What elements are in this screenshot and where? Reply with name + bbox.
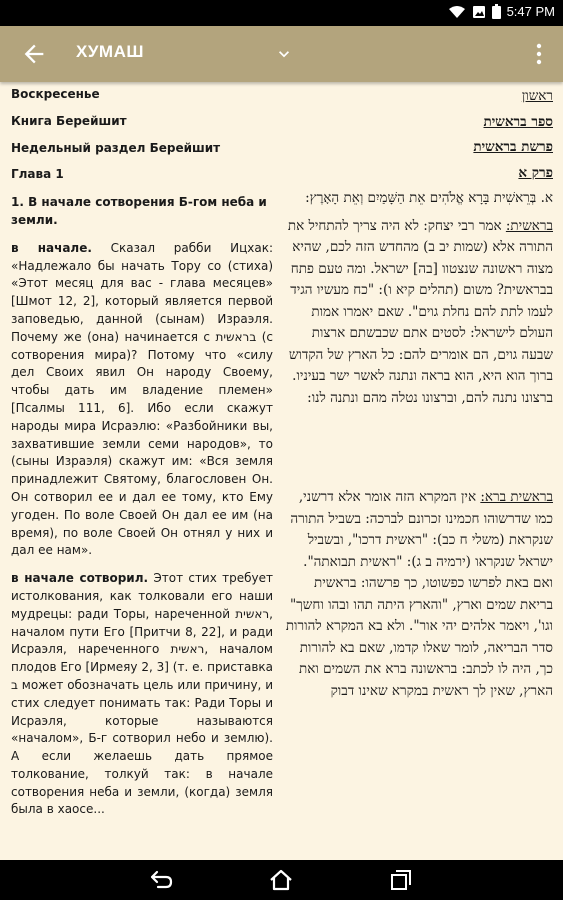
parsha-label: Недельный раздел Берейшит [11,140,221,155]
reading-pane[interactable] [0,82,563,860]
app-bar [0,26,563,82]
day-label: Воскресенье [11,87,100,101]
nav-back-icon[interactable] [148,868,174,892]
chapter-label: Глава 1 [11,167,64,182]
commentary-paragraph [11,570,273,819]
page-title: ХУМАШ [76,42,144,61]
arrow-left-icon[interactable] [20,40,48,68]
commentary-lead: в начале. [11,240,92,255]
spacer [283,419,553,487]
hebrew-verse-text: א. בְּרֵאשִׁית בָּרָא אֱלֹהִים אֵת הַשָּׁמַיִם וְאֵת הָאָרֶץ: [305,190,553,206]
hebrew-column [283,86,553,712]
hebrew-book-label: ספר בראשית [483,113,553,130]
status-bar [0,0,563,26]
image-notification-icon [472,5,486,19]
verse-text: 1. В начале сотворения Б-гом неба и земли. [11,195,267,227]
hebrew-chapter-label: פרק א [518,164,553,181]
chevron-down-icon[interactable] [274,44,294,64]
commentary-paragraph [11,240,273,560]
battery-icon [492,4,501,19]
book-label: Книга Берейшит [11,113,127,128]
aliyah-label: ראשון [521,88,553,104]
hebrew-parsha-label: פרשת בראשית [473,139,553,155]
hebrew-commentary-paragraph [283,487,553,702]
nav-recents-icon[interactable] [388,868,414,892]
status-time: 5:47 PM [506,4,555,19]
commentary-lead: в начале сотворил. [11,571,149,586]
hebrew-commentary-text: אמר רבי יצחק: לא היה צריך להתחיל את התורה אלא (שמות יב ב) מהחדש הזה לכם, שהיא מצוה ראשונה שנצטוו [בה] ישראל. ומה טעם פתח בבראשית? משום (תהלים קיא ו): "כח מעשיו הגיד לעמו לתת להם נחלת גוים". שאם יאמרו אמות העולם לישראל: לסטים אתם שכבשתם ארצות שבעה גוים, הם אומרים להם: כל הארץ של הקדוש ברוך הוא היא, הוא בראה ונתנה לאשר ישר בעיניו. ברצונו נתנה להם, וברצונו נטלה מהם ונתנה לנו: [287,217,553,406]
hebrew-commentary-paragraph [283,216,553,410]
nav-home-icon[interactable] [268,868,294,892]
hebrew-commentary-lead: בראשית: [505,217,553,234]
russian-column [11,86,273,829]
hebrew-commentary-lead: בראשית ברא: [480,489,553,505]
commentary-text: Этот стих требует истолкования, как толковали его наши мудрецы: ради Торы, нареченной ראשית, началом пути Его [Притчи 8, 22], и ради Исраэля, нареченного ראשית, началом плодов Его [Ирмеяу 2, 3] (т. е. приставка ב может обозначать цель или причину, и стих следует понимать так: Ради Торы и Исраэля, которые называются «началом», Б-г сотворил небо и землю). А если желаешь дать прямое толкование, толкуй так: в начале сотворения неба и земли, (когда) земля была в хаосе... [11,571,273,817]
more-vert-icon[interactable] [535,42,543,66]
navigation-bar [0,860,563,900]
hebrew-commentary-text: אין המקרא הזה אומר אלא דרשני, כמו שדרשוהו חכמינו זכרונם לברכה: בשביל התורה שנקראת (משלי ח כב): "ראשית דרכו", ובשביל ישראל שנקראו (ירמיה ב ג): "ראשית תבואתה". ואם באת לפרשו כפשוטו, כך פרשהו: בראשית בריאת שמים וארץ, "והארץ היתה תהו ובהו וחשך" וגו', ויאמר אלהים יהי אור". ולא בא המקרא להורות סדר הבריאה, לומר שאלו קדמו, שאם בא להורות כך, היה לו לכתב: בראשונה ברא את השמים ואת הארץ, שאין לך ראשית במקרא שאינו דבוק [285,489,553,699]
commentary-text: Сказал рабби Ицхак: «Надлежало бы начать Тору со (стиха) «Этот месяц для вас - глава месяцев» [Шмот 12, 2], который является первой заповедью, данной (сынам) Израэля. Почему же (она) начинается с בראשית (с сотворения мира)? Потому что «силу дел Своих явил Он народу Своему, чтобы дать им владение племен» [Псалмы 111, 6]. Ибо если скажут народы мира Исраэлю: «Разбойники вы, захватившие земли семи народов», то (сыны Израэля) скажут им: «Вся земля принадлежит Святому, благословен Он. Он сотворил ее и дал ее тому, кто Ему угоден. По воле Своей Он дал ее им (на время), по воле Своей Он отнял у них и дал ее нам». [11,240,273,558]
wifi-icon [448,5,466,19]
